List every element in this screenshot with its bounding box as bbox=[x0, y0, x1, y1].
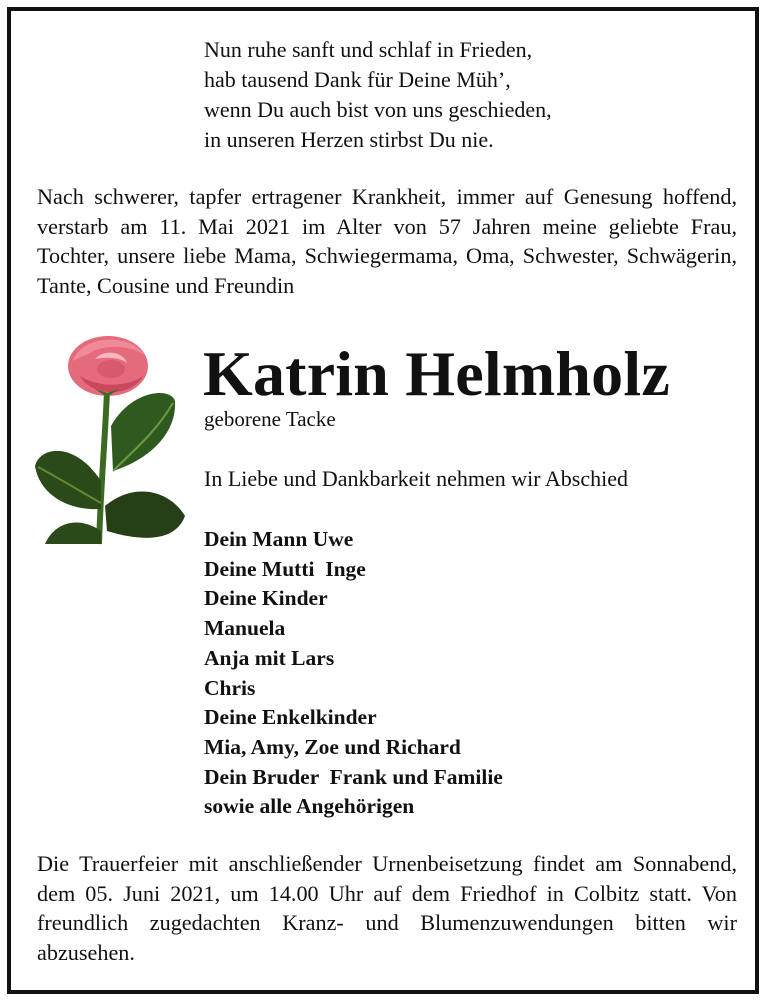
mourner-line: Anja mit Lars bbox=[204, 645, 335, 670]
poem-line: hab tausend Dank für Deine Müh’, bbox=[204, 67, 511, 92]
mourner-line: Dein Bruder Frank und Familie bbox=[204, 764, 503, 789]
mourner-line: Dein Mann Uwe bbox=[204, 527, 354, 551]
mourner-line: sowie alle Angehörigen bbox=[204, 794, 415, 819]
poem-line: wenn Du auch bist von uns geschieden, bbox=[204, 97, 552, 122]
poem-line: Nun ruhe sanft und schlaf in Frieden, bbox=[204, 37, 533, 62]
mourner-line: Deine Kinder bbox=[204, 586, 328, 611]
poem bbox=[204, 35, 552, 155]
mourner-line: Deine Enkelkinder bbox=[204, 705, 377, 730]
mourners-list bbox=[204, 525, 503, 822]
mourner-line: Chris bbox=[204, 675, 256, 700]
death-announcement: Nach schwerer, tapfer ertragener Krankheit, immer auf Genesung hoffend, verstarb am 11. Mai 2021 im Alter von 57 Jahren meine geliebte Frau, Tochter, unsere liebe Mama, Schwiegermama, Oma, Schwester, Schwägerin, Tante, Cousine und Freundin bbox=[37, 184, 737, 298]
maiden-name: geborene Tacke bbox=[204, 407, 336, 431]
mourner-line: Mia, Amy, Zoe und Richard bbox=[204, 734, 461, 759]
mourner-line: Manuela bbox=[204, 616, 286, 641]
deceased-name: Katrin Helmholz bbox=[203, 338, 670, 409]
funeral-details: Die Trauerfeier mit anschließender Urnenbeisetzung findet am Sonnabend, dem 05. Juni 2021, um 14.00 Uhr auf dem Friedhof in Colbitz statt. Von freundlich zugedachten Kranz- und Blumenzuwendungen bitten wir abzusehen. bbox=[37, 851, 737, 965]
poem-line: in unseren Herzen stirbst Du nie. bbox=[204, 127, 494, 152]
farewell-text: In Liebe und Dankbarkeit nehmen wir Abschied bbox=[204, 466, 628, 491]
obituary-frame bbox=[7, 7, 759, 994]
rose-icon bbox=[35, 331, 185, 546]
mourner-line: Deine Mutti Inge bbox=[204, 556, 366, 581]
